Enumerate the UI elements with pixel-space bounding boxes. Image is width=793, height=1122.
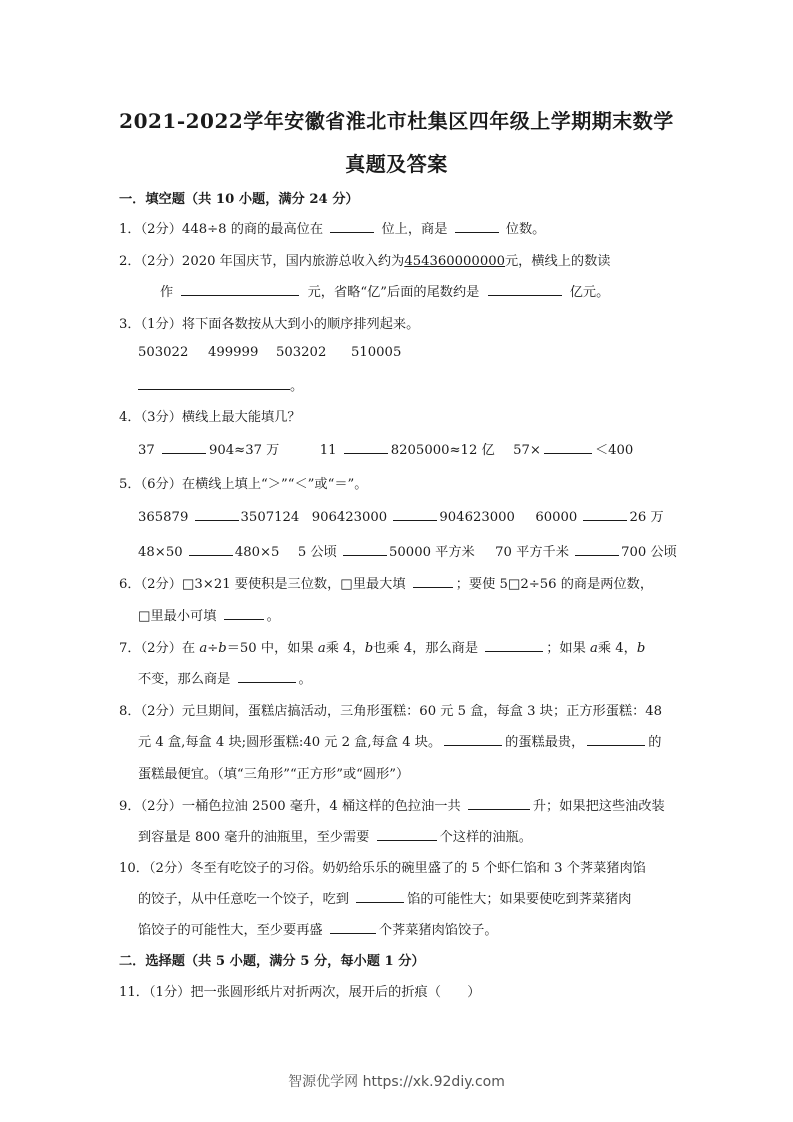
q5-r2-b: 480×5 [234,545,280,560]
question-9-line2 [138,826,532,845]
q7-text-g: 不变，那么商是 [138,672,231,687]
q3-num-1: 503022 [138,345,189,360]
q4-blank-1[interactable] [162,441,206,454]
q2-text-c: 作 [160,285,174,300]
q7-text-b: ＝50 中，如果 [226,641,314,656]
q4-p2a: 11 [319,443,337,458]
q1-blank-2[interactable] [455,220,499,233]
question-10-line1: 10．（2分）冬至有吃饺子的习俗。奶奶给乐乐的碗里盛了的 5 个虾仁馅和 3 个荠菜猪肉馅 [119,861,646,876]
question-10-line3 [138,919,498,938]
q5-r1-blank-2[interactable] [393,508,437,521]
q6-text-c: □里最小可填 [138,609,217,624]
q2-text-e: 亿元。 [569,285,610,300]
q3-blank[interactable] [138,377,290,390]
q5-r1-f: 26 万 [629,510,664,525]
q3-numbers [138,345,401,360]
q2-number: 454360000000 [404,254,505,269]
q1-text-a: 1．（2分）448÷8 的商的最高位在 [119,222,324,237]
q9-text-b: 升；如果把这些油改装 [532,799,665,814]
q6-text-d: 。 [266,609,280,624]
q5-r2-a: 48×50 [138,545,183,560]
q9-blank-2[interactable] [377,828,437,841]
q5-r2-blank-3[interactable] [575,543,619,556]
question-8-line1: 8．（2分）元旦期间，蛋糕店搞活动，三角形蛋糕：60 元 5 盒，每盒 3 块；正方形蛋糕：48 [119,704,663,719]
q7-text-c: 乘 4， [325,641,365,656]
q7-var-b2: b [364,641,374,656]
q4-p1a: 37 [138,443,155,458]
q9-text-a: 9．（2分）一桶色拉油 2500 毫升，4 桶这样的色拉油一共 [119,799,461,814]
q9-blank-1[interactable] [468,797,530,810]
q1-text-b: 位上，商是 [381,222,448,237]
q5-r1-blank-1[interactable] [195,508,239,521]
q5-r2-blank-2[interactable] [343,543,387,556]
q8-text-c: 的蛋糕最贵， [505,735,585,750]
section-heading-choice: 二．选择题（共 5 小题，满分 5 分，每小题 1 分） [119,954,425,969]
q7-text-e: ；如果 [546,641,586,656]
footer-watermark: 智源优学网 https://xk.92diy.com [288,1074,505,1090]
q7-var-b3: b [636,641,646,656]
q6-blank-1[interactable] [413,575,453,588]
question-11: 11．（1分）把一张圆形纸片对折两次，展开后的折痕（ ） [119,985,481,1000]
q6-text-a: 6．（2分）□3×21 要使积是三位数，□里最大填 [119,577,406,592]
question-7-line1 [119,637,645,656]
q9-text-c: 到容量是 800 毫升的油瓶里，至少需要 [138,830,370,845]
q5-r1-c: 906423000 [311,510,388,525]
q7-var-b: b [218,641,227,656]
q9-text-d: 个这样的油瓶。 [439,830,532,845]
q10-text-c: 馅的可能性大；如果要使吃到荠菜猪肉 [407,892,632,907]
question-6-line1 [119,573,653,592]
q5-r2-d: 50000 平方米 [389,545,475,560]
q10-text-e: 个荠菜猪肉馅饺子。 [378,923,498,938]
q8-blank-1[interactable] [444,733,502,746]
q7-text-d: 也乘 4，那么商是 [373,641,479,656]
q5-r1-e: 60000 [535,510,578,525]
q4-blank-2[interactable] [344,441,388,454]
q10-text-d: 馅饺子的可能性大，至少要再盛 [138,923,323,938]
question-2-line1 [119,250,611,269]
q1-text-c: 位数。 [505,222,546,237]
q2-blank-1[interactable] [181,283,299,296]
q7-div: ÷ [207,641,219,656]
q5-r2-e: 70 平方千米 [495,545,569,560]
q3-answer-line [138,375,303,394]
q1-blank-1[interactable] [330,220,374,233]
document-title-line2: 真题及答案 [345,152,448,176]
q5-r2-f: 700 公顷 [621,545,677,560]
q5-row-2 [138,541,677,560]
question-5: 5．（6分）在横线上填上“＞”“＜”或“＝”。 [119,477,368,492]
q2-text-a: 2．（2分）2020 年国庆节，国内旅游总收入约为 [119,254,405,269]
q10-blank-1[interactable] [356,890,404,903]
q5-r1-blank-3[interactable] [583,508,627,521]
question-1 [119,218,545,237]
q4-blank-3[interactable] [544,441,592,454]
q7-blank-2[interactable] [238,670,296,683]
q3-num-4: 510005 [351,345,402,360]
q10-blank-2[interactable] [330,921,376,934]
q5-r1-b: 3507124 [240,510,300,525]
q10-text-b: 的饺子，从中任意吃一个饺子，吃到 [138,892,349,907]
q5-r1-a: 365879 [138,510,189,525]
q6-text-b: ；要使 5□2÷56 的商是两位数， [455,577,654,592]
q5-r1-d: 904623000 [439,510,515,525]
question-9-line1 [119,795,665,814]
question-2-line2 [160,281,609,300]
question-8-line2 [138,731,661,750]
q5-r2-c: 5 公顷 [297,545,337,560]
q6-blank-2[interactable] [224,607,264,620]
question-3: 3．（1分）将下面各数按从大到小的顺序排列起来。 [119,317,420,332]
q3-num-2: 499999 [208,345,259,360]
q8-blank-2[interactable] [587,733,645,746]
q4-p2b: 8205000≈12 亿 [390,443,495,458]
q8-text-b: 元 4 盒,每盒 4 块;圆形蛋糕:40 元 2 盒,每盒 4 块。 [138,735,442,750]
q7-text-f: 乘 4， [597,641,637,656]
q7-text-h: 。 [298,672,312,687]
question-10-line2 [138,888,631,907]
q2-text-b: 元，横线上的数读 [505,254,611,269]
q2-blank-2[interactable] [488,283,562,296]
document-title-line1: 2021-2022学年安徽省淮北市杜集区四年级上学期期末数学 [119,109,674,133]
question-6-line2 [138,605,280,624]
q4-p3b: ＜400 [594,443,634,458]
q7-var-a: a [199,641,208,656]
question-7-line2 [138,668,312,687]
section-heading-fill-in: 一．填空题（共 10 小题，满分 24 分） [119,192,359,207]
q5-r2-blank-1[interactable] [189,543,233,556]
q7-var-a2: a [317,641,326,656]
q2-text-d: 元，省略“亿”后面的尾数约是 [307,285,480,300]
question-4: 4．（3分）横线上最大能填几？ [119,410,301,425]
q8-text-d: 的 [648,735,662,750]
q7-blank-1[interactable] [485,639,543,652]
q3-num-3: 503202 [276,345,327,360]
q4-p1b: 904≈37 万 [208,443,280,458]
q5-row-1 [138,506,664,525]
q7-text-a: 7．（2分）在 [119,641,196,656]
q4-items [138,439,633,458]
q3-end: 。 [290,379,304,394]
q4-p3a: 57× [513,443,541,458]
q7-var-a3: a [590,641,598,656]
question-8-line3: 蛋糕最便宜。（填“三角形”“正方形”或“圆形”） [138,767,410,782]
